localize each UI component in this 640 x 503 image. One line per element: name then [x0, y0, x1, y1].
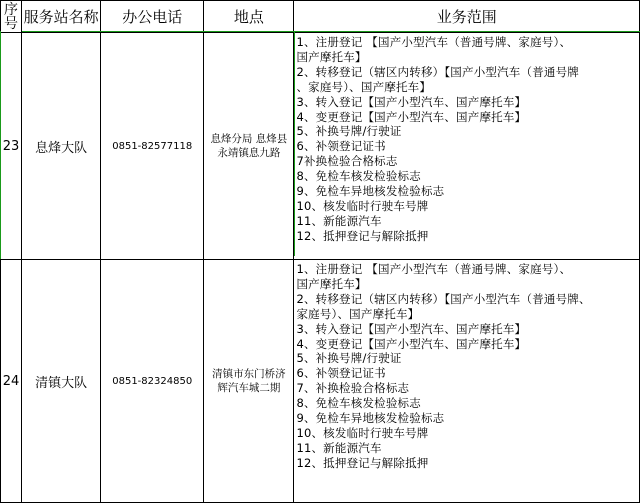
service-line: 4、变更登记【国产小型汽车、国产摩托车】 — [296, 109, 527, 124]
service-line: 3、转入登记【国产小型汽车、国产摩托车】 — [296, 321, 527, 336]
row-phone: 0851-82324850 — [101, 260, 204, 503]
service-line: 1、注册登记 【国产小型汽车（普通号牌、家庭号）、 — [296, 35, 572, 49]
row-services — [294, 260, 640, 503]
service-line: 2、转移登记（辖区内转移）【国产小型汽车（普通号牌 — [296, 64, 580, 79]
row-station-name: 清镇大队 — [22, 260, 101, 503]
service-line: 11、新能源汽车 — [296, 213, 382, 228]
service-line: 国产摩托车】 — [296, 49, 367, 64]
service-line: 4、变更登记【国产小型汽车、国产摩托车】 — [296, 336, 527, 351]
service-line: 10、核发临时行驶车号牌 — [296, 198, 429, 213]
selection-line-mid — [294, 31, 295, 256]
header-seq — [1, 1, 22, 33]
service-line: 1、注册登记 【国产小型汽车（普通号牌、家庭号）、 — [296, 262, 572, 276]
row-address: 清镇市东门桥济辉汽车城二期 — [204, 260, 294, 503]
service-line: 12、抵押登记与解除抵押 — [296, 228, 429, 243]
service-line: 7补换检验合格标志 — [296, 154, 398, 169]
service-line: 9、免检车异地核发检验标志 — [296, 184, 445, 199]
header-services: 业务范围 — [294, 1, 640, 33]
selection-line-top — [22, 31, 640, 32]
service-line: 6、补领登记证书 — [296, 139, 386, 154]
table-row — [1, 260, 640, 503]
service-line: 9、免检车异地核发检验标志 — [296, 411, 445, 426]
service-line: 5、补换号牌/行驶证 — [296, 124, 402, 139]
row-station-name: 息烽大队 — [22, 33, 101, 260]
row-address: 息烽分局 息烽县永靖镇息九路 — [204, 33, 294, 260]
service-line: 6、补领登记证书 — [296, 366, 386, 381]
row-services — [294, 33, 640, 260]
row-seq: 24 — [1, 260, 22, 503]
selection-line-left — [0, 31, 1, 256]
header-row — [1, 1, 640, 33]
header-phone: 办公电话 — [101, 1, 204, 33]
header-seq-char-1: 序 — [4, 1, 19, 18]
service-line: 5、补换号牌/行驶证 — [296, 351, 402, 366]
header-seq-char-2: 号 — [4, 15, 19, 32]
header-location: 地点 — [204, 1, 294, 33]
service-line: 2、转移登记（辖区内转移）【国产小型汽车（普通号牌、 — [296, 291, 591, 306]
row-seq: 23 — [1, 33, 22, 260]
service-line: 12、抵押登记与解除抵押 — [296, 455, 429, 470]
service-line: 8、免检车核发检验标志 — [296, 169, 421, 184]
service-line: 、家庭号）、国产摩托车】 — [296, 79, 432, 94]
service-line: 8、免检车核发检验标志 — [296, 396, 421, 411]
service-line: 3、转入登记【国产小型汽车、国产摩托车】 — [296, 94, 527, 109]
service-line: 11、新能源汽车 — [296, 440, 382, 455]
header-station: 服务站名称 — [22, 1, 101, 33]
service-line: 国产摩托车】 — [296, 276, 367, 291]
row-phone: 0851-82577118 — [101, 33, 204, 260]
service-line: 家庭号）、国产摩托车】 — [296, 306, 420, 321]
service-line: 7、补换检验合格标志 — [296, 381, 410, 396]
service-line: 10、核发临时行驶车号牌 — [296, 425, 429, 440]
table-row — [1, 33, 640, 260]
